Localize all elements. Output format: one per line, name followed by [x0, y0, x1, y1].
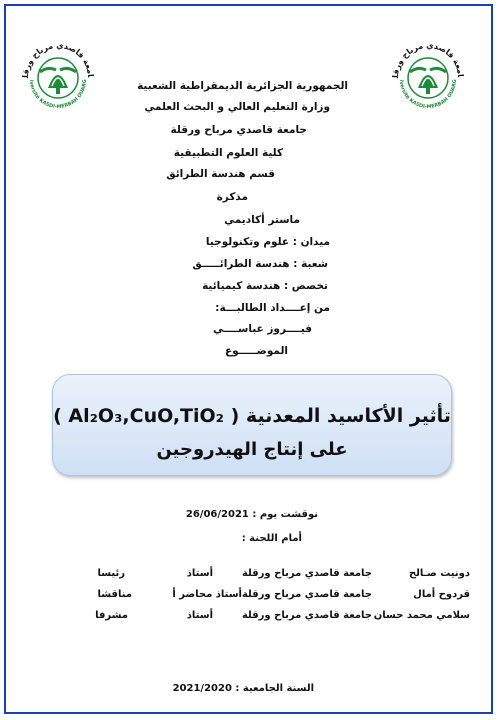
department-name: قسم هندسة الطرائق	[166, 168, 275, 180]
title-formula: ( Al₂O₃,CuO,TiO₂ )	[53, 405, 240, 427]
logo-left-arabic-text: امعة قاصدي مرباح ورقل	[20, 40, 96, 79]
logo-right-arabic-text: امعة قاصدي مرباح ورقل	[390, 40, 466, 79]
committee-label: أمام اللجنة :	[241, 533, 302, 544]
student-name: فيــــروز عباســــي	[213, 323, 312, 335]
committee-member-rank: أستاذ	[186, 568, 213, 579]
committee-member-affiliation: جامعة قاصدي مرباح ورقلة	[241, 568, 372, 579]
university-logo-left	[18, 36, 98, 116]
prepared-by-label: من إعــــداد الطالبـــة:	[215, 302, 330, 314]
committee-member-affiliation: جامعة قاصدي مرباح ورقلة	[241, 610, 372, 621]
branch-name: شعبة : هندسة الطرائـــــق	[192, 258, 328, 270]
thesis-title-line1	[53, 405, 451, 427]
ministry-name: وزارة التعليم العالي و البحث العلمي	[144, 101, 330, 113]
committee-member-rank: أستاذ	[186, 610, 213, 621]
university-logo-right	[388, 36, 468, 116]
committee-member-name: سلامي محمد حسان	[373, 610, 470, 621]
subject-label: الموضـــــوع	[224, 345, 288, 357]
logo-right-latin-text: iversité KASDI-MERBAH OUARG	[397, 79, 459, 111]
title-arabic: تأثير الأكاسيد المعدنية	[245, 405, 451, 427]
committee-member-affiliation: جامعة قاصدي مرباح ورقلة	[241, 589, 372, 600]
committee-member-rank: أستاذ محاضر أ	[172, 589, 242, 600]
thesis-title-line2: على إنتاج الهيدروجين	[156, 439, 348, 460]
specialty-name: تخصص : هندسة كيميائية	[202, 280, 328, 292]
committee-member-role: رئيسا	[97, 568, 125, 579]
committee-member-role: مناقشا	[97, 589, 132, 600]
thesis-title-box	[52, 374, 452, 476]
republic-name: الجمهورية الجزائرية الديمقراطية الشعبية	[137, 80, 348, 92]
committee-member-name: قردوح أمال	[413, 589, 470, 600]
university-name: جامعة قاصدي مرباح ورقلة	[170, 124, 307, 136]
committee-member-role: مشرفا	[95, 610, 128, 621]
faculty-name: كلية العلوم التطبيقية	[173, 147, 283, 159]
committee-member-name: دونيت صـالح	[408, 568, 470, 579]
academic-year: السنة الجامعية : 2021/2020	[172, 683, 314, 694]
field-name: ميدان : علوم وتكنولوجيا	[205, 236, 330, 248]
defense-date: نوقشت يوم : 26/06/2021	[185, 509, 318, 520]
degree-name: ماستر أكاديمي	[224, 214, 300, 226]
document-type: مذكرة	[216, 191, 248, 203]
logo-left-latin-text: iversité KASDI-MERBAH OUARG	[27, 79, 89, 111]
